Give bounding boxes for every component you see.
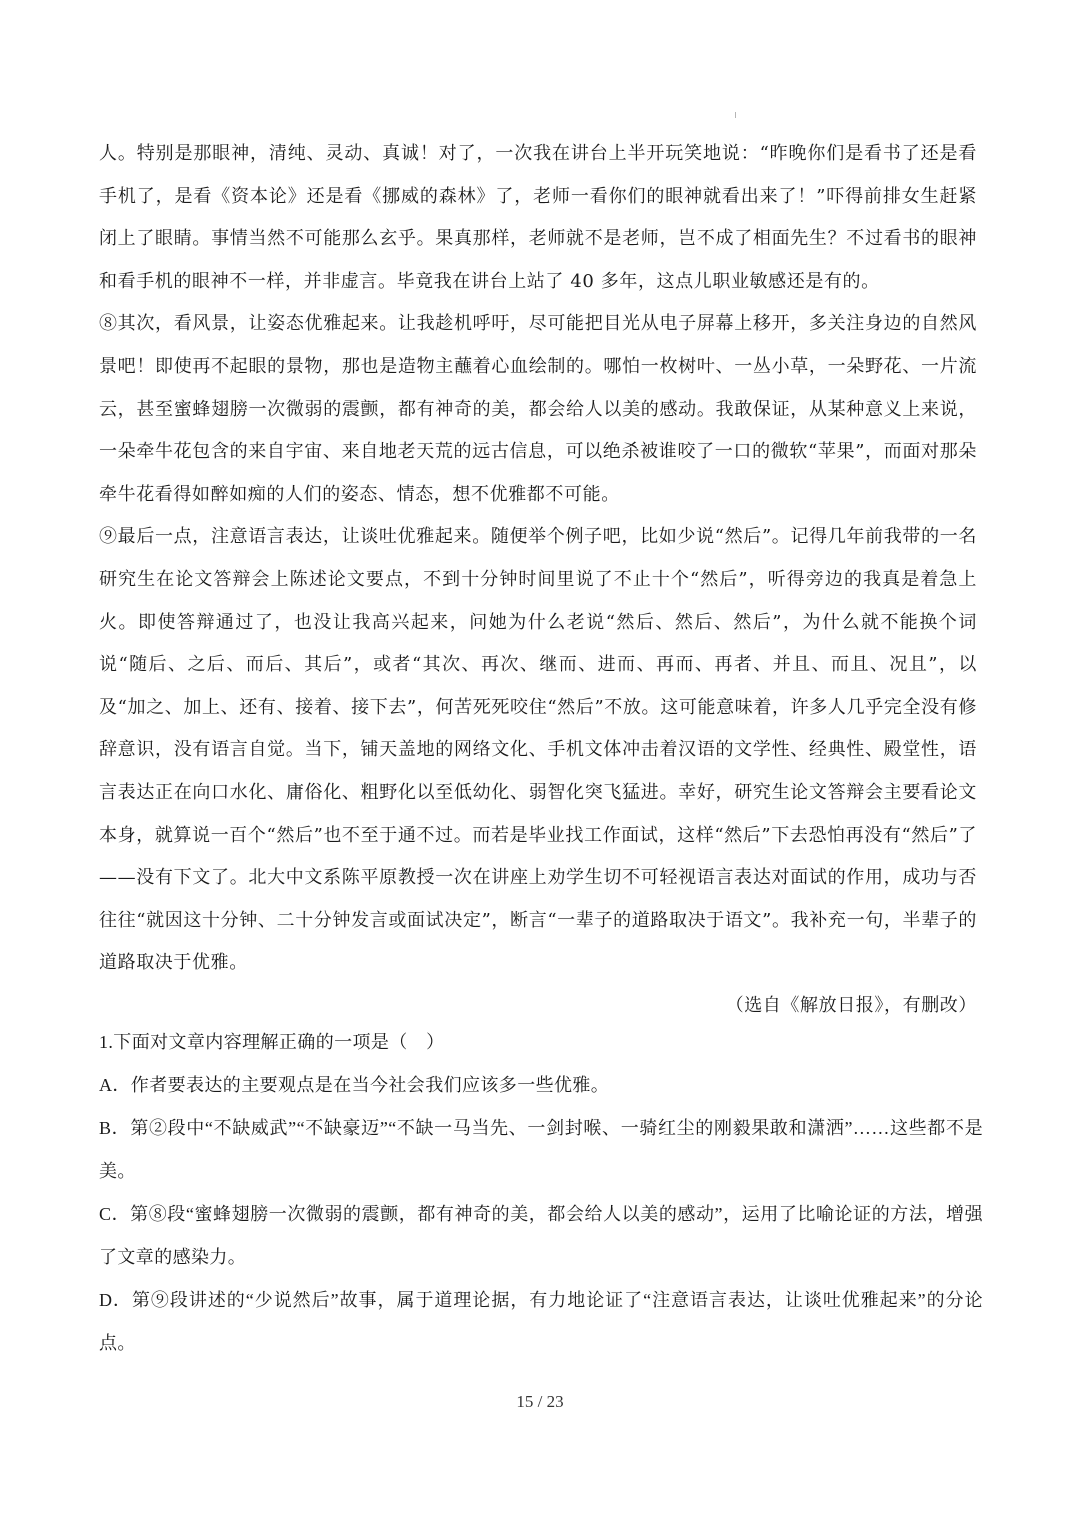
question-stem: 1.下面对文章内容理解正确的一项是（ ） (99, 1032, 445, 1052)
paragraph-8: ⑧其次，看风景，让姿态优雅起来。让我趁机呼吁，尽可能把目光从电子屏幕上移开，多关注身边的自然风景吧！即使再不起眼的景物，那也是造物主蘸着心血绘制的。哪怕一枚树叶、一丛小草，一朵野花、一片流云，甚至蜜蜂翅膀一次微弱的震颤，都有神奇的美，都会给人以美的感动。我敢保证，从某种意义上来说，一朵牵牛花包含的来自宇宙、来自地老天荒的远古信息，可以绝杀被谁咬了一口的微软“苹果”，而面对那朵牵牛花看得如醉如痴的人们的姿态、情态，想不优雅都不可能。 (99, 313, 977, 505)
scan-tick-mark (735, 112, 736, 118)
option-d: D．第⑨段讲述的“少说然后”故事，属于道理论据，有力地论证了“注意语言表达，让谈吐优雅起来”的分论点。 (99, 1290, 983, 1353)
option-a: A．作者要表达的主要观点是在当今社会我们应该多一些优雅。 (99, 1075, 610, 1095)
paragraph-7-continuation: 人。特别是那眼神，清纯、灵动、真诚！对了，一次我在讲台上半开玩笑地说：“昨晚你们是看书了还是看手机了，是看《资本论》还是看《挪威的森林》了，老师一看你们的眼神就看出来了！”吓得前排女生赶紧闭上了眼睛。事情当然不可能那么玄乎。果真那样，老师就不是老师，岂不成了相面先生？不过看书的眼神和看手机的眼神不一样，并非虚言。毕竟我在讲台上站了 40 多年，这点儿职业敏感还是有的。 (99, 143, 977, 292)
reading-passage (99, 133, 977, 1027)
page-number: 15 / 23 (516, 1392, 564, 1411)
paragraph-9: ⑨最后一点，注意语言表达，让谈吐优雅起来。随便举个例子吧，比如少说“然后”。记得几年前我带的一名研究生在论文答辩会上陈述论文要点，不到十分钟时间里说了不止十个“然后”，听得旁边的我真是着急上火。即使答辩通过了，也没让我高兴起来，问她为什么老说“然后、然后、然后”，为什么就不能换个词说“随后、之后、而后、其后”，或者“其次、再次、继而、进而、再而、再者、并且、而且、况且”，以及“加之、加上、还有、接着、接下去”，何苦死死咬住“然后”不放。这可能意味着，许多人几乎完全没有修辞意识，没有语言自觉。当下，铺天盖地的网络文化、手机文体冲击着汉语的文学性、经典性、殿堂性，语言表达正在向口水化、庸俗化、粗野化以至低幼化、弱智化突飞猛进。幸好，研究生论文答辩会主要看论文本身，就算说一百个“然后”也不至于通不过。而若是毕业找工作面试，这样“然后”下去恐怕再没有“然后”了——没有下文了。北大中文系陈平原教授一次在讲座上劝学生切不可轻视语言表达对面试的作用，成功与否往往“就因这十分钟、二十分钟发言或面试决定”，断言“一辈子的道路取决于语文”。我补充一句，半辈子的道路取决于优雅。 (99, 526, 977, 974)
question-block (99, 1021, 983, 1365)
passage-source: （选自《解放日报》，有删改） (725, 994, 977, 1016)
option-b: B．第②段中“不缺威武”“不缺豪迈”“不缺一马当先、一剑封喉、一骑红尘的刚毅果敢和潇洒”……这些都不是美。 (99, 1118, 983, 1181)
option-c: C．第⑧段“蜜蜂翅膀一次微弱的震颤，都有神奇的美，都会给人以美的感动”，运用了比喻论证的方法，增强了文章的感染力。 (99, 1204, 983, 1267)
